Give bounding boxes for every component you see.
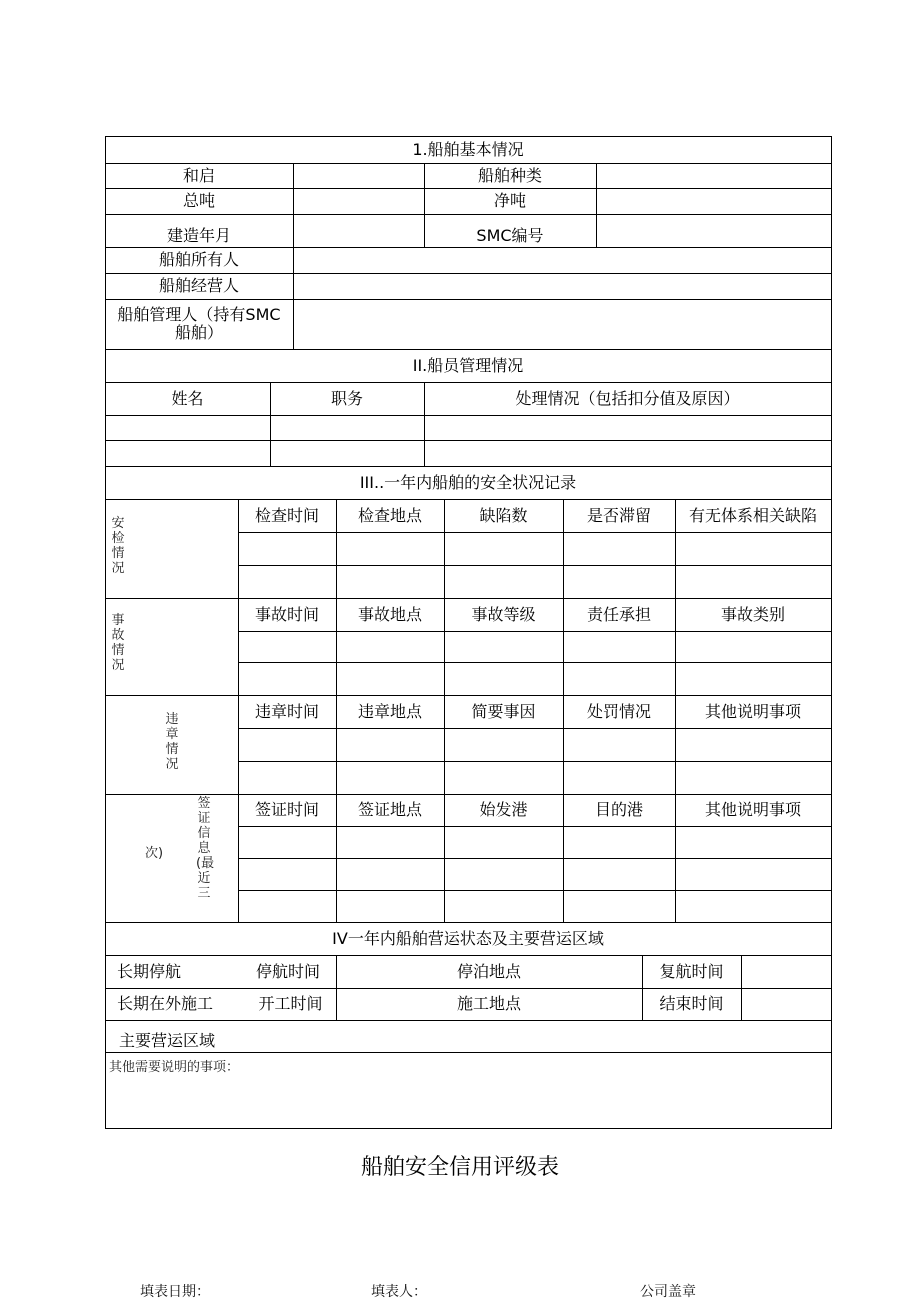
work-place-label: 施工地点 [456, 994, 521, 1013]
grid-line [238, 890, 832, 891]
grid-line [293, 163, 294, 350]
other-notes-label: 其他需要说明的事项： [109, 1060, 240, 1075]
build-date-label: 建造年月 [166, 225, 231, 245]
section4-heading: IV一年内船舶营运状态及主要营运区域 [332, 928, 604, 948]
ship-type-value[interactable] [596, 163, 831, 188]
grid-line [105, 163, 832, 164]
operator-value[interactable] [293, 273, 831, 299]
grid-line [444, 695, 445, 795]
grid-line [563, 598, 564, 696]
grid-line [336, 695, 337, 795]
grid-line [105, 214, 832, 215]
crew-name-cell[interactable] [105, 440, 270, 466]
smc-number-value[interactable] [596, 214, 831, 247]
departure-port-header: 始发港 [479, 800, 528, 819]
responsibility-header: 责任承担 [586, 604, 651, 624]
section3-heading: III..一年内船舶的安全状况记录 [359, 472, 577, 492]
work-start-label: 开工时间 [258, 994, 323, 1013]
grid-line [238, 499, 239, 599]
crew-position-header: 职务 [330, 388, 363, 408]
violation-cause-header: 简要事因 [471, 701, 536, 721]
form-title: 船舶安全信用评级表 [360, 1155, 559, 1180]
detained-header: 是否滞留 [586, 505, 651, 525]
visa-side-label-right: 签证信息(最近三 [196, 796, 215, 901]
berth-label: 停泊地点 [456, 961, 521, 981]
grid-line [675, 598, 676, 696]
grid-line [105, 273, 832, 274]
violation-place-header: 违章地点 [357, 701, 422, 721]
grid-line [105, 136, 106, 1129]
grid-line [238, 662, 832, 663]
grid-line [238, 728, 832, 729]
grid-line [105, 382, 832, 383]
company-seal-label: 公司盖章 [640, 1284, 696, 1300]
visa-place-header: 签证地点 [357, 800, 422, 819]
visa-notes-header: 其他说明事项 [704, 800, 801, 819]
manager-label-line2: 船舶） [174, 323, 223, 342]
grid-line [831, 136, 832, 1129]
gross-tonnage-value[interactable] [293, 188, 424, 214]
operator-label: 船舶经营人 [158, 276, 239, 295]
grid-line [444, 598, 445, 696]
grid-line [238, 858, 832, 859]
accident-time-header: 事故时间 [254, 604, 319, 624]
inspection-place-header: 检查地点 [357, 505, 422, 525]
grid-line [741, 955, 742, 1021]
crew-position-cell[interactable] [270, 415, 424, 440]
grid-line [238, 761, 832, 762]
crew-handling-cell[interactable] [424, 440, 831, 466]
grid-line [642, 955, 643, 1021]
grid-line [105, 349, 832, 350]
stop-time-label: 停航时间 [255, 961, 320, 981]
grid-line [424, 382, 425, 467]
net-tonnage-value[interactable] [596, 188, 831, 214]
grid-line [596, 163, 597, 248]
grid-line [105, 499, 832, 500]
system-defect-header: 有无体系相关缺陷 [688, 505, 817, 525]
violation-time-header: 违章时间 [254, 701, 319, 721]
grid-line [105, 136, 832, 137]
visa-side-label-left: 次) [145, 846, 164, 861]
long-work-label: 长期在外施工 [117, 994, 214, 1013]
crew-position-cell[interactable] [270, 440, 424, 466]
grid-line [424, 163, 425, 248]
grid-line [238, 565, 832, 566]
grid-line [105, 247, 832, 248]
accident-place-header: 事故地点 [357, 604, 422, 624]
net-tonnage-label: 净吨 [493, 191, 526, 210]
grid-line [105, 1020, 832, 1021]
owner-value[interactable] [293, 247, 831, 273]
inspection-side-label: 安检情况 [111, 516, 125, 576]
accident-type-header: 事故类别 [720, 604, 785, 624]
grid-line [105, 988, 832, 989]
grid-line [238, 826, 832, 827]
accident-level-header: 事故等级 [471, 604, 536, 624]
ship-name-label: 和启 [182, 165, 215, 185]
crew-handling-cell[interactable] [424, 415, 831, 440]
work-end-label: 结束时间 [659, 994, 724, 1013]
resume-time-label: 复航时间 [659, 961, 724, 981]
grid-line [270, 382, 271, 467]
work-end-value[interactable] [741, 988, 831, 1020]
grid-line [105, 922, 832, 923]
resume-time-value[interactable] [741, 955, 831, 988]
grid-line [105, 598, 832, 599]
manager-label-line1: 船舶管理人（持有SMC [117, 305, 281, 324]
grid-line [238, 695, 239, 795]
grid-line [105, 695, 832, 696]
grid-line [675, 499, 676, 599]
violation-notes-header: 其他说明事项 [704, 701, 801, 721]
grid-line [105, 466, 832, 467]
grid-line [105, 1052, 832, 1053]
grid-line [105, 955, 832, 956]
grid-line [563, 695, 564, 795]
visa-time-header: 签证时间 [254, 800, 319, 819]
crew-name-cell[interactable] [105, 415, 270, 440]
fill-date-label: 填表日期： [140, 1284, 210, 1300]
accident-side-label: 事故情况 [111, 613, 125, 673]
grid-line [336, 955, 337, 1021]
filler-label: 填表人： [371, 1284, 427, 1300]
violation-side-label: 违章情况 [165, 712, 179, 772]
grid-line [444, 499, 445, 599]
grid-line [336, 499, 337, 599]
grid-line [105, 1128, 832, 1129]
crew-handling-header: 处理情况（包括扣分值及原因） [515, 388, 740, 408]
section1-heading: 1.船舶基本情况 [412, 139, 524, 159]
grid-line [675, 695, 676, 795]
penalty-header: 处罚情况 [586, 701, 651, 721]
grid-line [238, 532, 832, 533]
ship-name-value[interactable] [293, 163, 424, 188]
main-area-label: 主要营运区域 [119, 1031, 216, 1050]
grid-line [105, 299, 832, 300]
inspection-time-header: 检查时间 [254, 505, 319, 525]
long-stop-label: 长期停航 [117, 961, 182, 981]
rating-form-table [105, 136, 831, 1128]
defect-count-header: 缺陷数 [479, 505, 528, 525]
grid-line [336, 598, 337, 696]
grid-line [105, 440, 832, 441]
manager-label [105, 299, 293, 349]
gross-tonnage-label: 总吨 [182, 191, 215, 210]
grid-line [105, 415, 832, 416]
manager-value[interactable] [293, 299, 831, 349]
smc-number-label: SMC编号 [476, 225, 544, 245]
grid-line [105, 188, 832, 189]
grid-line [238, 598, 239, 696]
ship-type-label: 船舶种类 [477, 165, 542, 185]
owner-label: 船舶所有人 [158, 250, 239, 269]
section2-heading: II.船员管理情况 [412, 355, 524, 375]
grid-line [563, 499, 564, 599]
grid-line [105, 794, 832, 795]
destination-port-header: 目的港 [594, 800, 643, 819]
crew-name-header: 姓名 [171, 388, 204, 408]
build-date-value[interactable] [293, 214, 424, 247]
grid-line [238, 631, 832, 632]
